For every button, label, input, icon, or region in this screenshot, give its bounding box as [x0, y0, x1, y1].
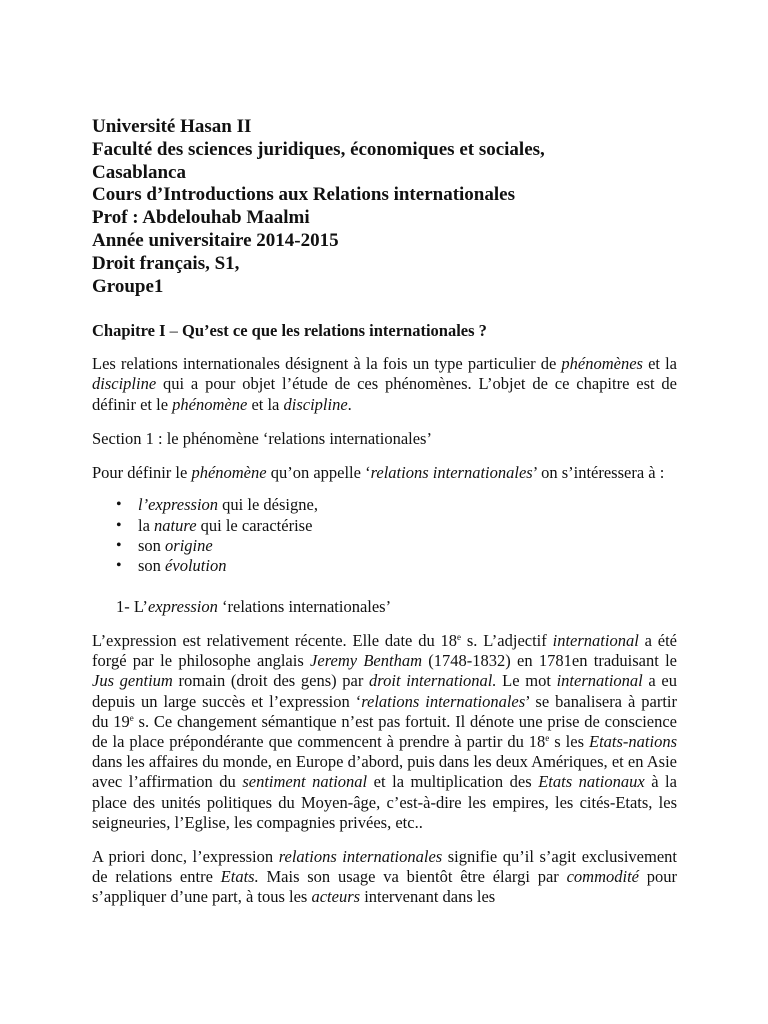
expression-paragraph: L’expression est relativement récente. Elle date du 18e s. L’adjectif international a été forgé par le philosophe anglais Jeremy Bentham (1748-1832) en 1781en traduisant le Jus gentium romain (droit des gens) par droit international. Le mot international a eu depuis un large succès et l’expression ‘relations internationales’ se banalisera à partir du 19e s. Ce changement sémantique n’est pas fortuit. Il dénote une prise de conscience de la place prépondérante que commencent à prendre à partir du 18e s les Etats-nations dans les affaires du monde, en Europe d’abord, puis dans les deux Amériques, et en Asie avec l’affirmation du sentiment national et la multiplication des Etats nationaux à la place des unités politiques du Moyen-âge, c’est-à-dire les empires, les cités-Etats, les seigneuries, l’Eglise, les compagnies privées, etc..	[92, 631, 678, 832]
academic-year: Année universitaire 2014-2015	[92, 229, 339, 251]
list-item: • son origine	[116, 536, 677, 556]
group-name: Groupe1	[92, 275, 164, 297]
faculty-name: Faculté des sciences juridiques, économiques et sociales,	[92, 138, 545, 160]
professor-name: Prof : Abdelouhab Maalmi	[92, 207, 310, 229]
chapter-title	[92, 321, 677, 341]
bullet-list	[92, 495, 677, 577]
intro-paragraph: Les relations internationales désignent à la fois un type particulier de phénomènes et la discipline qui a pour objet l’étude de ces phénomènes. L’objet de ce chapitre est de définir et le phénomène et la discipline.	[92, 354, 677, 414]
university-name: Université Hasan II	[92, 116, 252, 137]
list-item: • l’expression qui le désigne,	[116, 495, 677, 515]
subsection-heading: 1- L’expression ‘relations internationales’	[116, 596, 392, 616]
chapter-question: Qu’est ce que les relations internationales ?	[182, 321, 487, 340]
program-semester: Droit français, S1,	[92, 252, 240, 274]
chapter-dash: –	[165, 321, 182, 340]
document-header	[92, 116, 692, 298]
list-item: • la nature qui le caractérise	[116, 516, 677, 536]
chapter-number: Chapitre I	[92, 321, 166, 340]
apriori-paragraph: A priori donc, l’expression relations internationales signifie qu’il s’agit exclusivement de relations entre Etats. Mais son usage va bientôt être élargi par commodité pour s’appliquer d’une part, à tous les acteurs intervenant dans les	[92, 847, 677, 907]
list-item: • son évolution	[116, 556, 677, 576]
document-body	[92, 321, 677, 922]
section-heading: Section 1 : le phénomène ‘relations internationales’	[92, 428, 432, 448]
city-name: Casablanca	[92, 161, 186, 183]
course-title: Cours d’Introductions aux Relations internationales	[92, 184, 515, 206]
definition-paragraph: Pour définir le phénomène qu’on appelle ‘relations internationales’ on s’intéressera à :	[92, 463, 665, 483]
